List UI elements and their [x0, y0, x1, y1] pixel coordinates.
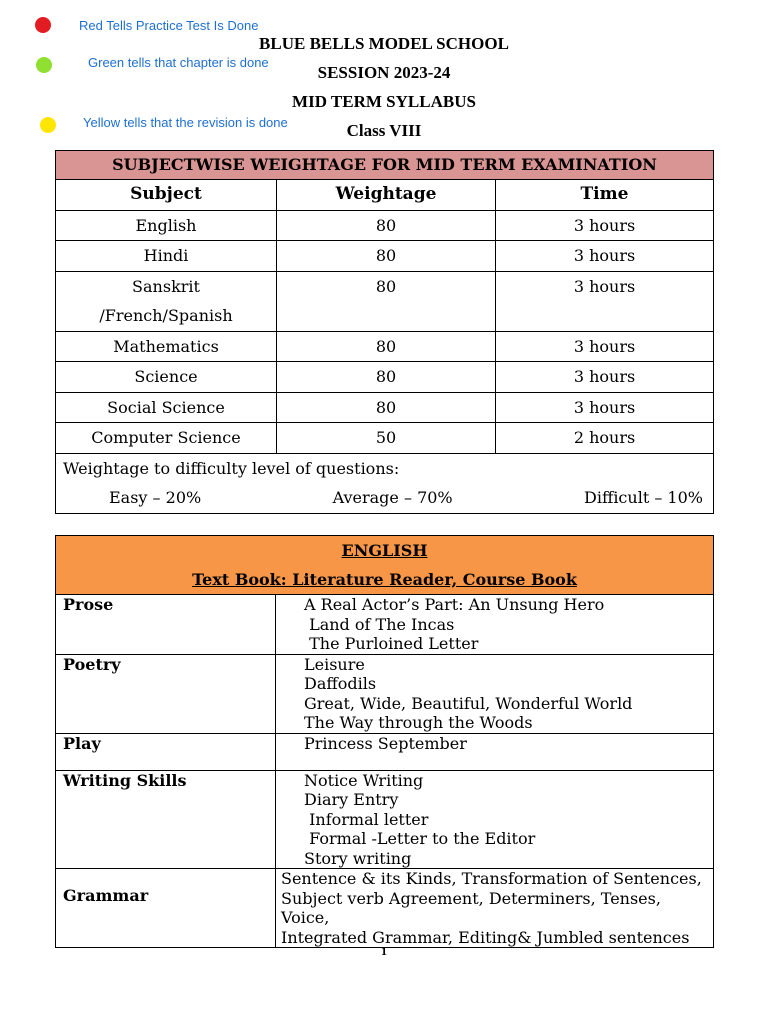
subject-cell: English: [56, 210, 277, 241]
table-row: [56, 210, 714, 241]
class-title: Class VIII: [346, 121, 422, 140]
list-item: Daffodils: [304, 674, 377, 693]
page-number: 1: [381, 944, 387, 958]
list-item: Subject verb Agreement, Determiners, Tenses, Voice,: [281, 888, 661, 927]
list-item: Great, Wide, Beautiful, Wonderful World: [304, 693, 633, 713]
list-item: A Real Actor’s Part: An Unsung Hero: [304, 595, 605, 614]
table-row: [56, 331, 714, 362]
difficulty-heading: Weightage to difficulty level of questions:: [63, 458, 400, 478]
list-item: The Way through the Woods: [304, 713, 533, 732]
legend-yellow-text: Yellow tells that the revision is done: [83, 115, 288, 130]
section-items-poetry: [276, 654, 714, 733]
section-label-grammar: Grammar: [56, 869, 276, 948]
section-label-prose: Prose: [56, 595, 276, 655]
table-row: [56, 362, 714, 393]
time-cell: 3 hours: [496, 241, 714, 272]
table-row: [56, 595, 714, 655]
table-row: [56, 271, 714, 331]
session-title: SESSION 2023-24: [317, 63, 451, 82]
weightage-cell: 80: [277, 331, 496, 362]
weightage-table-title: SUBJECTWISE WEIGHTAGE FOR MID TERM EXAMINATION: [56, 151, 714, 180]
time-cell: 3 hours: [496, 271, 714, 331]
list-item: Diary Entry: [304, 790, 399, 809]
table-row: [56, 241, 714, 272]
weightage-cell: 80: [277, 362, 496, 393]
section-items-grammar: [276, 869, 714, 948]
subject-cell: Social Science: [56, 392, 277, 423]
subject-cell: Science: [56, 362, 277, 393]
difficulty-easy: Easy – 20%: [109, 488, 202, 507]
section-label-poetry: Poetry: [56, 654, 276, 733]
time-cell: 3 hours: [496, 392, 714, 423]
legend-green-text: Green tells that chapter is done: [88, 55, 269, 70]
list-item: The Purloined Letter: [304, 634, 479, 653]
table-row: [56, 654, 714, 733]
english-syllabus-table: [55, 535, 714, 948]
textbook-title: Text Book: Literature Reader, Course Book: [192, 570, 577, 589]
list-item: Princess September: [304, 733, 467, 753]
weightage-cell: 80: [277, 210, 496, 241]
section-items-prose: [276, 595, 714, 655]
list-item: Formal -Letter to the Editor: [304, 829, 536, 848]
table-row: [56, 770, 714, 869]
list-item: Land of The Incas: [304, 614, 455, 634]
weightage-cell: 80: [277, 241, 496, 272]
list-item: Sentence & its Kinds, Transformation of Sentences,: [281, 869, 702, 888]
section-items-writing-skills: [276, 770, 714, 869]
section-label-play: Play: [56, 733, 276, 770]
column-header-weightage: Weightage: [277, 180, 496, 211]
section-label-writing-skills: Writing Skills: [56, 770, 276, 869]
list-item: Leisure: [304, 654, 365, 674]
section-items-play: [276, 733, 714, 770]
subject-cell: Hindi: [56, 241, 277, 272]
list-item: Informal letter: [304, 809, 429, 829]
column-header-subject: Subject: [56, 180, 277, 211]
list-item: Notice Writing: [304, 770, 424, 790]
weightage-table: [55, 150, 714, 514]
english-heading: ENGLISH: [341, 541, 428, 560]
difficulty-cell: [56, 453, 714, 513]
time-cell: 3 hours: [496, 331, 714, 362]
table-row: [56, 423, 714, 454]
weightage-cell: 50: [277, 423, 496, 454]
subject-cell: Computer Science: [56, 423, 277, 454]
table-row: [56, 869, 714, 948]
weightage-cell: 80: [277, 392, 496, 423]
time-cell: 3 hours: [496, 210, 714, 241]
school-name: BLUE BELLS MODEL SCHOOL: [259, 34, 509, 53]
list-item: Story writing: [304, 848, 412, 868]
column-header-time: Time: [496, 180, 714, 211]
weightage-cell: 80: [277, 271, 496, 331]
time-cell: 2 hours: [496, 423, 714, 454]
legend-red-dot: [35, 17, 51, 33]
difficulty-average: Average – 70%: [332, 488, 453, 507]
time-cell: 3 hours: [496, 362, 714, 393]
subject-cell: Sanskrit /French/Spanish: [56, 271, 277, 331]
difficulty-difficult: Difficult – 10%: [584, 488, 703, 507]
legend-red-text: Red Tells Practice Test Is Done: [79, 18, 259, 33]
table-row: [56, 733, 714, 770]
syllabus-title: MID TERM SYLLABUS: [292, 92, 476, 111]
table-row: [56, 392, 714, 423]
english-heading-cell: [56, 536, 714, 595]
list-item: Integrated Grammar, Editing& Jumbled sentences: [281, 927, 690, 947]
subject-cell: Mathematics: [56, 331, 277, 362]
